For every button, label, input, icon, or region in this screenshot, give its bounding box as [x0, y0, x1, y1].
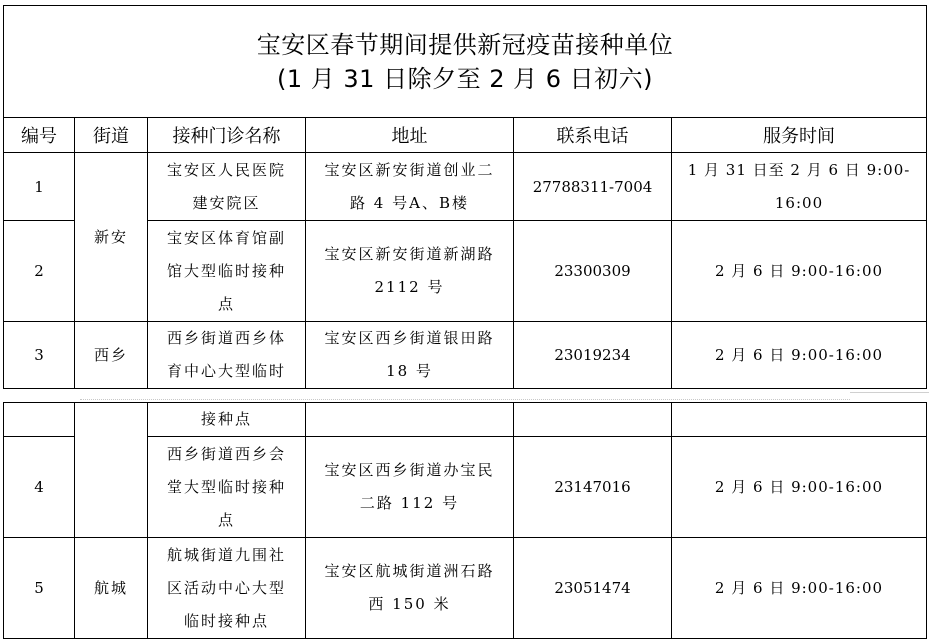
address-line: 18 号	[386, 362, 433, 380]
address-line: 二路 112 号	[359, 494, 460, 512]
row-address	[306, 403, 514, 437]
table-row	[4, 322, 927, 389]
row-hours: 2 月 6 日 9:00-16:00	[672, 322, 927, 389]
address-line: 西 150 米	[368, 595, 451, 613]
header-street: 街道	[75, 118, 148, 153]
row-street: 西乡	[75, 322, 148, 389]
row-site	[148, 322, 306, 389]
site-line: 航城街道九围社	[166, 545, 286, 564]
row-phone: 27788311-7004	[514, 153, 672, 221]
site-line: 临时接种点	[183, 611, 269, 630]
row-site	[148, 437, 306, 538]
row-no: 1	[4, 153, 75, 221]
address-line: 宝安区西乡街道办宝民	[324, 461, 495, 479]
row-street: 航城	[75, 538, 148, 639]
row-address	[306, 322, 514, 389]
header-site: 接种门诊名称	[148, 118, 306, 153]
site-line: 西乡街道西乡会	[166, 444, 286, 463]
page-break-rule	[80, 399, 850, 400]
site-line: 育中心大型临时	[166, 362, 286, 380]
row-address	[306, 153, 514, 221]
site-line: 宝安区体育馆副	[166, 228, 286, 247]
title-line-1: 宝安区春节期间提供新冠疫苗接种单位	[256, 30, 674, 59]
row-hours	[672, 403, 927, 437]
row-phone: 23300309	[514, 221, 672, 322]
row-no: 2	[4, 221, 75, 322]
site-line: 建安院区	[192, 193, 261, 212]
row-site: 接种点	[148, 403, 306, 437]
site-line: 点	[217, 294, 235, 313]
site-line: 西乡街道西乡体	[166, 329, 286, 347]
row-address	[306, 221, 514, 322]
row-phone: 23051474	[514, 538, 672, 639]
header-address: 地址	[306, 118, 514, 153]
row-hours: 2 月 6 日 9:00-16:00	[672, 437, 927, 538]
hours-line: 1 月 31 日至 2 月 6 日 9:00-	[687, 160, 911, 179]
row-site	[148, 153, 306, 221]
address-line: 宝安区新安街道创业二	[324, 160, 495, 179]
row-hours: 2 月 6 日 9:00-16:00	[672, 538, 927, 639]
hours-line: 16:00	[774, 193, 824, 212]
site-line: 堂大型临时接种	[166, 477, 286, 496]
row-street: 新安	[75, 153, 148, 322]
row-phone	[514, 403, 672, 437]
address-line: 宝安区新安街道新湖路	[324, 245, 495, 263]
table-row	[4, 538, 927, 639]
row-no: 5	[4, 538, 75, 639]
row-no	[4, 403, 75, 437]
site-line: 馆大型临时接种	[166, 261, 286, 280]
page-break-rule	[850, 392, 929, 393]
table-header-row	[4, 118, 927, 153]
row-site	[148, 538, 306, 639]
header-hours: 服务时间	[672, 118, 927, 153]
address-line: 宝安区西乡街道银田路	[324, 329, 495, 347]
site-line: 点	[217, 510, 235, 529]
table-row-continued	[4, 403, 927, 437]
row-hours	[672, 153, 927, 221]
row-hours: 2 月 6 日 9:00-16:00	[672, 221, 927, 322]
address-line: 宝安区航城街道洲石路	[324, 562, 495, 580]
row-phone: 23019234	[514, 322, 672, 389]
row-address	[306, 437, 514, 538]
table-row	[4, 153, 927, 221]
header-no: 编号	[4, 118, 75, 153]
title-cell	[4, 6, 927, 118]
row-site	[148, 221, 306, 322]
row-street	[75, 403, 148, 538]
site-line: 区活动中心大型	[166, 578, 286, 597]
header-phone: 联系电话	[514, 118, 672, 153]
address-line: 路 4 号A、B楼	[350, 193, 469, 212]
title-line-2: (1 月 31 日除夕至 2 月 6 日初六)	[277, 64, 653, 93]
row-phone: 23147016	[514, 437, 672, 538]
row-address	[306, 538, 514, 639]
row-no: 3	[4, 322, 75, 389]
row-no: 4	[4, 437, 75, 538]
vaccination-table-bottom	[3, 402, 927, 639]
vaccination-table-top	[3, 5, 927, 389]
address-line: 2112 号	[374, 278, 445, 296]
site-line: 宝安区人民医院	[166, 160, 286, 179]
